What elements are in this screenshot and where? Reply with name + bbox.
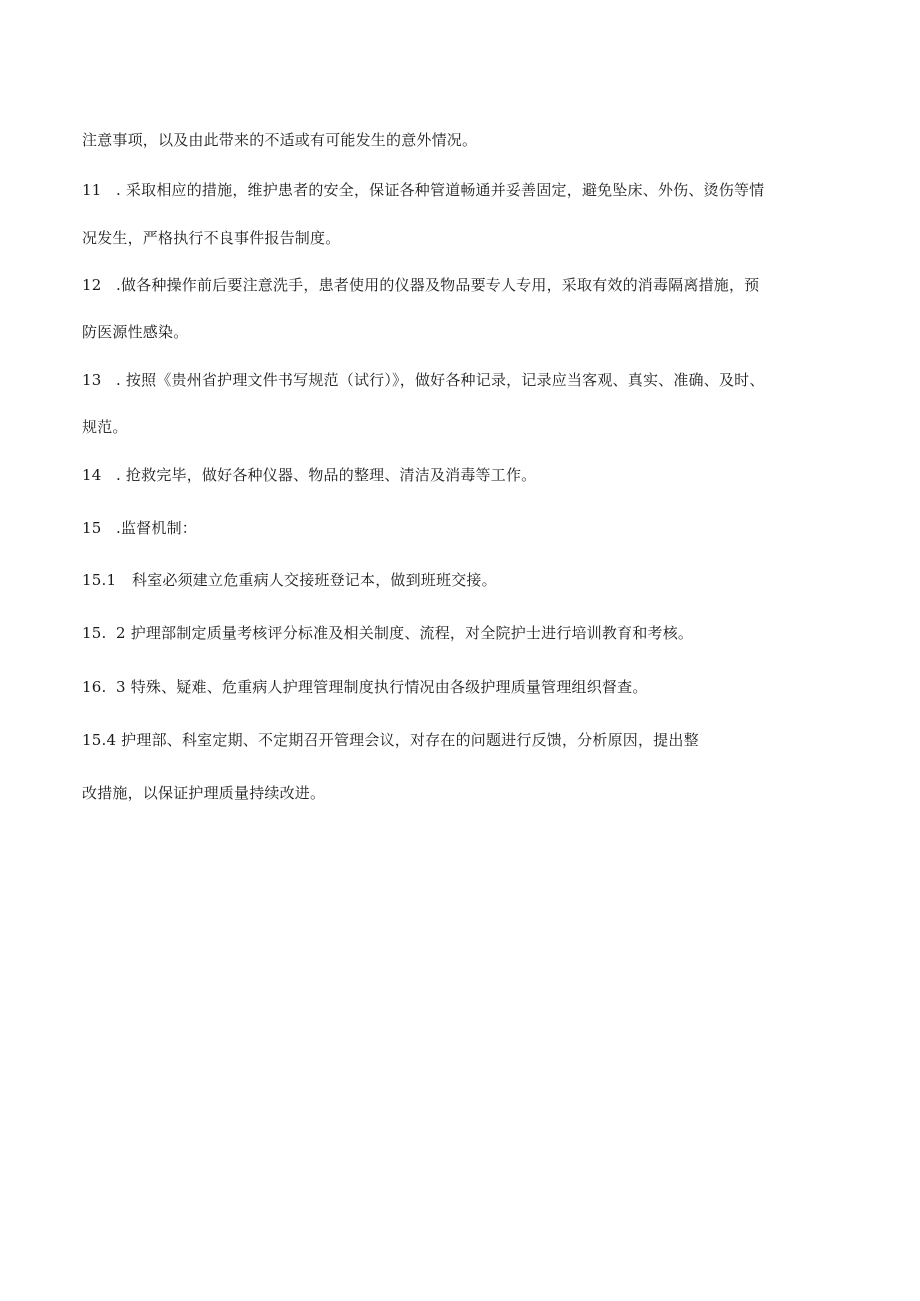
- item-16-3: [82, 677, 648, 697]
- item-number: 16.: [82, 678, 107, 696]
- item-number: 13: [82, 371, 102, 389]
- item-15-4: [82, 730, 699, 750]
- line-text: .做各种操作前后要注意洗手，患者使用的仪器及物品要专人专用，采取有效的消毒隔离措施，预: [116, 276, 760, 294]
- item-15: [82, 518, 197, 538]
- line-text: . 按照《贵州省护理文件书写规范（试行）》，做好各种记录，记录应当客观、真实、准确、及时、: [116, 371, 765, 389]
- item-number: 15: [82, 519, 102, 537]
- item-15-2: [82, 623, 693, 643]
- line-text: . 采取相应的措施，维护患者的安全，保证各种管道畅通并妥善固定，避免坠床、外伤、烫伤等情: [116, 181, 765, 199]
- item-number: 11: [82, 181, 102, 199]
- line-text: 况发生，严格执行不良事件报告制度。: [82, 229, 341, 247]
- item-15-1: [82, 570, 497, 590]
- item-number: 14: [82, 466, 102, 484]
- item-11-continued: [82, 228, 340, 248]
- line-text: 2 护理部制定质量考核评分标准及相关制度、流程，对全院护士进行培训教育和考核。: [116, 624, 694, 642]
- line-text: 改措施，以保证护理质量持续改进。: [82, 784, 326, 802]
- item-13: [82, 370, 765, 390]
- item-11: [82, 180, 764, 200]
- item-number: 15.1: [82, 571, 117, 589]
- item-12-continued: [82, 322, 188, 342]
- line-text: 防医源性感染。: [82, 323, 189, 341]
- line-text: 规范。: [82, 418, 128, 436]
- line-text: .监督机制：: [116, 519, 197, 537]
- item-15-4-continued: [82, 783, 325, 803]
- item-number: 12: [82, 276, 102, 294]
- item-12: [82, 275, 759, 295]
- line-text: . 抢救完毕，做好各种仪器、物品的整理、清洁及消毒等工作。: [116, 466, 537, 484]
- item-14: [82, 465, 536, 485]
- text-line-1: [82, 130, 477, 150]
- item-number: 15.: [82, 624, 107, 642]
- line-text: 3 特殊、疑难、危重病人护理管理制度执行情况由各级护理质量管理组织督查。: [116, 678, 648, 696]
- line-text: 15.4 护理部、科室定期、不定期召开管理会议，对存在的问题进行反馈，分析原因，提出整: [82, 731, 699, 749]
- item-13-continued: [82, 417, 128, 437]
- line-text: 注意事项，以及由此带来的不适或有可能发生的意外情况。: [82, 131, 478, 149]
- line-text: 科室必须建立危重病人交接班登记本，做到班班交接。: [132, 571, 497, 589]
